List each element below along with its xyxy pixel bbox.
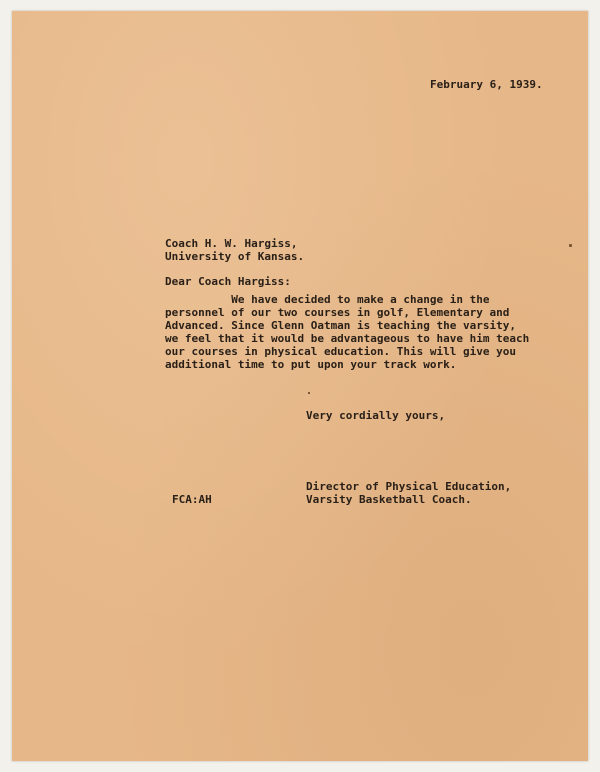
body-line: We have decided to make a change in the: [165, 293, 490, 306]
body-line: additional time to put upon your track work.: [165, 358, 457, 371]
salutation: Dear Coach Hargiss:: [165, 275, 291, 288]
recipient-institution: University of Kansas.: [165, 250, 305, 263]
ink-speck: [308, 392, 310, 394]
body-line: Advanced. Since Glenn Oatman is teaching the varsity,: [165, 319, 516, 332]
paper-speck: [569, 244, 572, 247]
letter-page: [12, 11, 588, 761]
body-line: personnel of our two courses in golf, Elementary and: [165, 306, 510, 319]
body-line: we feel that it would be advantageous to have him teach: [165, 332, 530, 345]
signature-title: Director of Physical Education,: [306, 480, 512, 493]
signature-title: Varsity Basketball Coach.: [306, 493, 472, 506]
body-line: our courses in physical education. This will give you: [165, 345, 516, 358]
typist-initials: FCA:AH: [172, 493, 212, 506]
letter-date: February 6, 1939.: [430, 78, 543, 91]
recipient-name: Coach H. W. Hargiss,: [165, 237, 298, 250]
closing: Very cordially yours,: [306, 409, 446, 422]
